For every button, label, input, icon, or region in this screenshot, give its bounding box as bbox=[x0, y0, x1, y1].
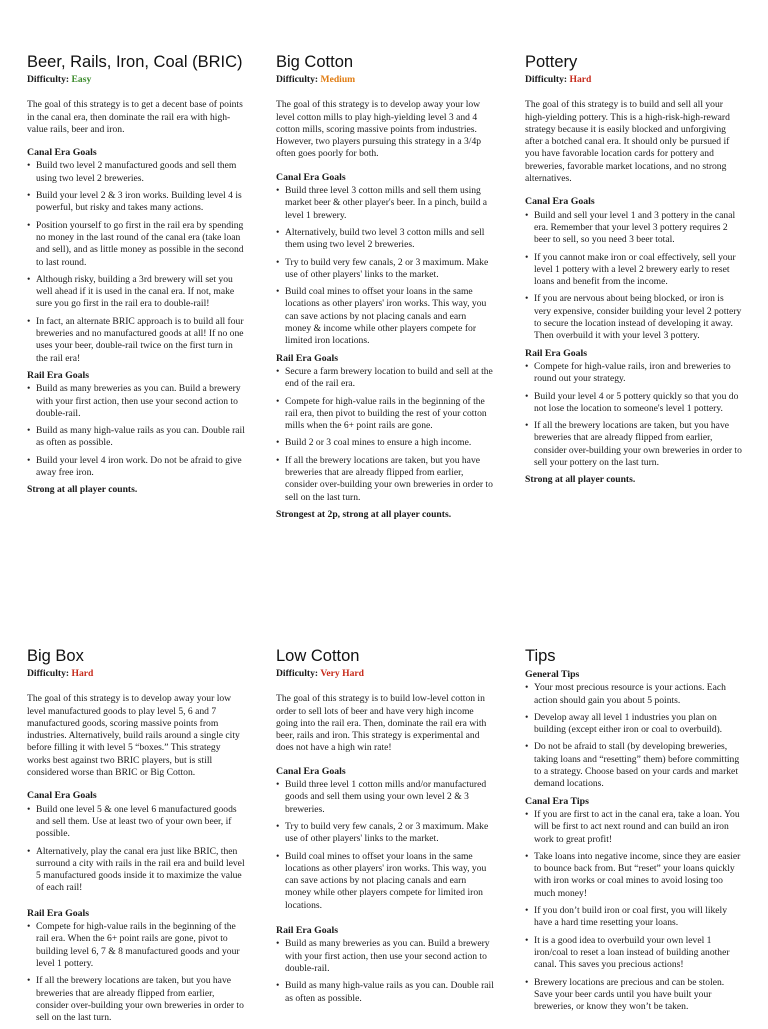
intro-paragraph: The goal of this strategy is to develop away your low level manufactured goods to play level 5, 6 and 7 manufactured goods, scoring massive points from industries. Alternatively, build rails around a single city before filling it with level 5 “boxes.” This strategy works best against two BRIC players, but is still considered worse than BRIC or Big Cotton. bbox=[27, 693, 240, 779]
section-title: Beer, Rails, Iron, Coal (BRIC) bbox=[27, 53, 243, 71]
difficulty-line bbox=[525, 74, 743, 86]
difficulty-label: Difficulty: bbox=[27, 74, 70, 85]
group-heading: Canal Era Goals bbox=[525, 196, 595, 208]
list-item: • In fact, an alternate BRIC approach is to build all four breweries and no manufactured goods at all! If no one uses your beer, double-rail twice on the first turn in the rail era! bbox=[27, 316, 245, 365]
difficulty-label: Difficulty: bbox=[276, 668, 319, 679]
list-item: • Build coal mines to offset your loans in the same locations as other players' iron works. This way, you can save actions by not placing canals and earn money while other players compete for limited iron locations. bbox=[276, 851, 494, 912]
list-item: • Build as many high-value rails as you can. Double rail as often as possible. bbox=[27, 425, 245, 450]
group-heading: Rail Era Goals bbox=[27, 369, 90, 381]
difficulty-line bbox=[27, 668, 245, 680]
goal-list bbox=[27, 160, 245, 364]
list-item: • Build 2 or 3 coal mines to ensure a high income. bbox=[276, 437, 494, 449]
list-item: • Build three level 1 cotton mills and/or manufactured goods and sell them using your own level 2 & 3 breweries. bbox=[276, 779, 494, 816]
list-item: • Although risky, building a 3rd brewery will set you well ahead if it is used in the canal era. If not, make sure you go first in the rail era to double-rail! bbox=[27, 274, 245, 311]
list-item: • Build your level 2 & 3 iron works. Building level 4 is powerful, but risky and takes many actions. bbox=[27, 190, 245, 215]
strategy-section-pottery bbox=[525, 52, 743, 487]
list-item: • If you cannot make iron or coal effectively, sell your level 1 pottery with a level 2 brewery early to reset loans and benefit from the income. bbox=[525, 252, 743, 289]
section-title: Pottery bbox=[525, 53, 578, 71]
goal-list bbox=[525, 210, 743, 343]
difficulty-label: Difficulty: bbox=[525, 74, 568, 85]
list-item: • Develop away all level 1 industries you plan on building (except either iron or coal to overbuild). bbox=[525, 712, 743, 737]
list-item: • Secure a farm brewery location to build and sell at the end of the rail era. bbox=[276, 366, 494, 391]
group-heading: Rail Era Goals bbox=[525, 347, 588, 359]
list-item: • Build and sell your level 1 and 3 pottery in the canal era. Remember that your level 3 pottery requires 2 beer to sell, so you need 3 beer total. bbox=[525, 210, 743, 247]
tips-list bbox=[525, 682, 743, 790]
player-count-note: Strong at all player counts. bbox=[525, 474, 636, 486]
group-heading: Rail Era Goals bbox=[276, 925, 339, 937]
list-item: • Do not be afraid to stall (by developing breweries, taking loans and “resetting” them) before committing to a strategy. Choose based on your cards and market demand locations. bbox=[525, 741, 743, 790]
list-item: • Try to build very few canals, 2 or 3 maximum. Make use of other players' links to the market. bbox=[276, 821, 494, 846]
section-title: Big Cotton bbox=[276, 53, 354, 71]
list-item: • Position yourself to go first in the rail era by spending no money in the last round of the canal era (take loan and sell), and as little money as possible in the second to last round. bbox=[27, 220, 245, 269]
goal-list bbox=[276, 366, 494, 504]
list-item: • If all the brewery locations are taken, but you have breweries that are already flipped from earlier, consider over-building your own breweries in order to sell on the last turn. bbox=[27, 975, 245, 1024]
list-item: • Take loans into negative income, since they are easier to bounce back from. But “reset” your loans quickly with iron works or coal mines to avoid losing too much money! bbox=[525, 851, 743, 900]
section-title: Low Cotton bbox=[276, 647, 360, 665]
goal-list bbox=[27, 921, 245, 1024]
list-item: • Your most precious resource is your actions. Each action should gain you about 5 points. bbox=[525, 682, 743, 707]
difficulty-value: Hard bbox=[71, 668, 94, 679]
goal-list bbox=[27, 804, 245, 895]
list-item: • Build as many high-value rails as you can. Double rail as often as possible. bbox=[276, 980, 494, 1005]
group-heading: Canal Era Tips bbox=[525, 795, 589, 807]
goal-list bbox=[276, 185, 494, 348]
list-item: • Build three level 3 cotton mills and sell them using market beer & other player's beer. In a pinch, build a level 1 brewery. bbox=[276, 185, 494, 222]
group-heading: General Tips bbox=[525, 669, 580, 680]
list-item: • If all the brewery locations are taken, but you have breweries that are already flipped from earlier, consider over-building your own breweries in order to sell on the last turn. bbox=[276, 455, 494, 504]
list-item: • Compete for high-value rails, iron and breweries to round out your strategy. bbox=[525, 361, 743, 386]
difficulty-label: Difficulty: bbox=[276, 74, 319, 85]
tips-list bbox=[525, 809, 743, 1013]
difficulty-value: Medium bbox=[320, 74, 356, 85]
player-count-note: Strong at all player counts. bbox=[27, 484, 138, 496]
list-item: • Brewery locations are precious and can be stolen. Save your beer cards until you have built your breweries, or know they won’t be taken. bbox=[525, 977, 743, 1014]
list-item: • Build one level 5 & one level 6 manufactured goods and sell them. Use at least two of your own beer, if possible. bbox=[27, 804, 245, 841]
tips-section bbox=[525, 646, 743, 1018]
list-item: • Build two level 2 manufactured goods and sell them using two level 2 breweries. bbox=[27, 160, 245, 185]
group-heading: Canal Era Goals bbox=[27, 790, 97, 802]
intro-paragraph: The goal of this strategy is to get a decent base of points in the canal era, then dominate the rail era with high-value rails, beer and iron. bbox=[27, 99, 243, 135]
strategy-section-bric bbox=[27, 52, 245, 497]
difficulty-value: Easy bbox=[71, 74, 92, 85]
group-heading: Rail Era Goals bbox=[27, 907, 90, 919]
list-item: • If all the brewery locations are taken, but you have breweries that are already flipped from earlier, consider over-building your own breweries in order to sell your pottery on the last turn. bbox=[525, 420, 743, 469]
strategy-section-low-cotton bbox=[276, 646, 494, 1010]
list-item: • Build coal mines to offset your loans in the same locations as other players' iron works. This way, you can save actions by not placing canals and earn money & income while other players compete for limited iron locations. bbox=[276, 286, 494, 347]
list-item: • Build your level 4 or 5 pottery quickly so that you do not lose the location to someone's level 1 pottery. bbox=[525, 391, 743, 416]
goal-list bbox=[27, 383, 245, 479]
intro-paragraph: The goal of this strategy is to build and sell all your high-yielding pottery. This is a high-risk-high-reward strategy because it is easily blocked and unforgiving after a botched canal era. It should only be pursued if you have favorable location cards for pottery and breweries, favorable market locations, and no strong alternatives. bbox=[525, 99, 730, 185]
list-item: • Build your level 4 iron work. Do not be afraid to give away free iron. bbox=[27, 455, 245, 480]
list-item: • If you are first to act in the canal era, take a loan. You will be first to act next round and can build an iron work to great profit! bbox=[525, 809, 743, 846]
list-item: • Build as many breweries as you can. Build a brewery with your first action, then use your second action to double-rail. bbox=[276, 938, 494, 975]
list-item: • If you don’t build iron or coal first, you will likely have a hard time resetting your loans. bbox=[525, 905, 743, 930]
group-heading: Canal Era Goals bbox=[276, 765, 346, 777]
section-title: Tips bbox=[525, 647, 556, 665]
strategy-section-big-box bbox=[27, 646, 245, 1029]
goal-list bbox=[276, 779, 494, 912]
list-item: • Build as many breweries as you can. Build a brewery with your first action, then use your second action to double-rail. bbox=[27, 383, 245, 420]
group-heading: Canal Era Goals bbox=[27, 147, 97, 159]
difficulty-label: Difficulty: bbox=[27, 668, 70, 679]
list-item: • Compete for high-value rails in the beginning of the rail era. When the 6+ point rails are gone, pivot to building level 6, 7 & 8 manufactured goods and your level 1 pottery. bbox=[27, 921, 245, 970]
list-item: • Compete for high-value rails in the beginning of the rail era, then pivot to building the rest of your cotton mills when the 6+ point rails are gone. bbox=[276, 396, 494, 433]
difficulty-value: Hard bbox=[569, 74, 592, 85]
list-item: • Alternatively, build two level 3 cotton mills and sell them using two level 2 breweries. bbox=[276, 227, 494, 252]
player-count-note: Strongest at 2p, strong at all player counts. bbox=[276, 508, 452, 520]
goal-list bbox=[525, 361, 743, 469]
list-item: • If you are nervous about being blocked, or iron is very expensive, consider building your level 2 pottery to secure the location instead of developing it away. Then overbuild it with your level 3 pottery. bbox=[525, 293, 743, 342]
difficulty-line bbox=[276, 74, 494, 86]
list-item: • It is a good idea to overbuild your own level 1 iron/coal to reset a loan instead of building another canal. This saves you precious actions! bbox=[525, 935, 743, 972]
difficulty-value: Very Hard bbox=[320, 668, 364, 679]
section-title: Big Box bbox=[27, 647, 84, 665]
intro-paragraph: The goal of this strategy is to develop away your low level cotton mills to play high-yielding level 3 and 4 cotton mills, scoring massive points from industries. However, two players pursuing this strategy in a 3/4p often goes poorly for both. bbox=[276, 99, 482, 160]
list-item: • Try to build very few canals, 2 or 3 maximum. Make use of other players' links to the market. bbox=[276, 257, 494, 282]
group-heading: Canal Era Goals bbox=[276, 171, 346, 183]
difficulty-line bbox=[276, 668, 494, 680]
goal-list bbox=[276, 938, 494, 1004]
group-heading: Rail Era Goals bbox=[276, 352, 339, 364]
list-item: • Alternatively, play the canal era just like BRIC, then surround a city with rails in the rail era and build level 5 manufactured goods inside it to maximize the value of each rail! bbox=[27, 846, 245, 895]
strategy-section-big-cotton bbox=[276, 52, 494, 521]
intro-paragraph: The goal of this strategy is to build low-level cotton in order to sell lots of beer and have very high income going into the rail era. Then, dominate the rail era with beer, rails and iron. This strategy is experimental and does not have a high win rate! bbox=[276, 693, 487, 754]
difficulty-line bbox=[27, 74, 245, 86]
